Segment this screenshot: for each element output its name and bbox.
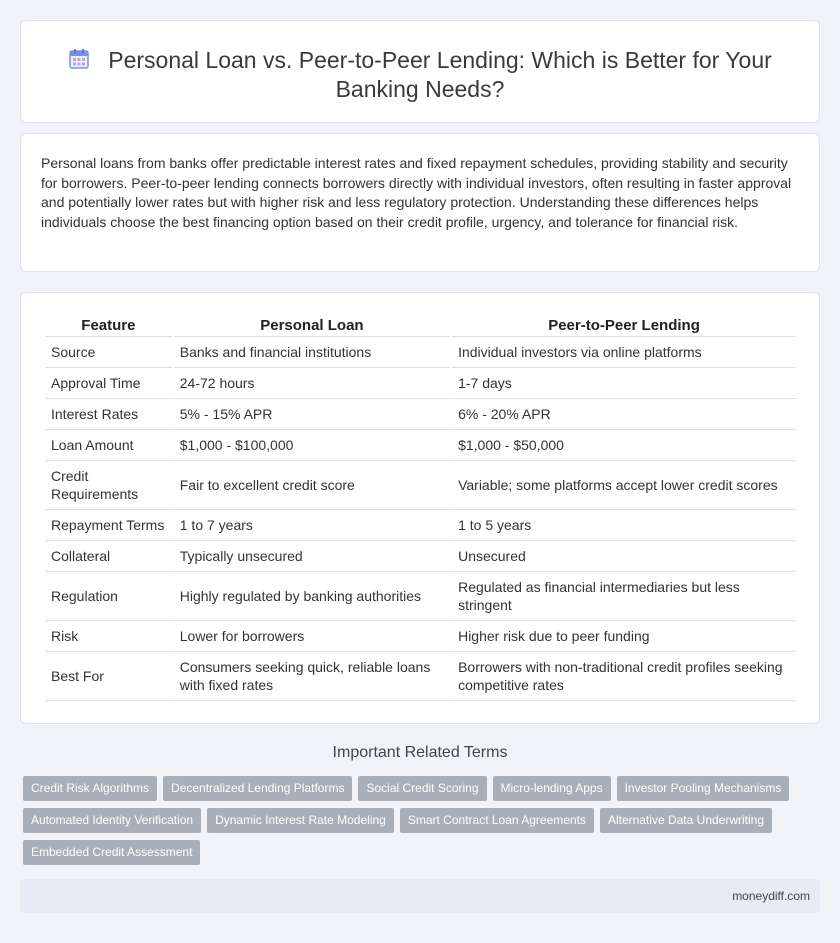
p2p-cell: 1-7 days [452,368,796,399]
footer-site-link[interactable]: moneydiff.com [732,889,810,903]
personal-loan-cell: Fair to excellent credit score [174,461,450,510]
p2p-cell: Unsecured [452,541,796,572]
footer [20,879,820,913]
personal-loan-cell: 5% - 15% APR [174,399,450,430]
p2p-cell: Regulated as financial intermediaries but less stringent [452,572,796,621]
term-tag[interactable]: Credit Risk Algorithms [23,776,157,801]
personal-loan-cell: $1,000 - $100,000 [174,430,450,461]
comparison-table [43,313,798,701]
table-row [45,652,796,701]
p2p-cell: $1,000 - $50,000 [452,430,796,461]
header-feature: Feature [45,313,172,337]
table-row [45,430,796,461]
p2p-cell: 6% - 20% APR [452,399,796,430]
term-tag[interactable]: Micro-lending Apps [493,776,611,801]
header-p2p-lending: Peer-to-Peer Lending [452,313,796,337]
term-tag[interactable]: Automated Identity Verification [23,808,201,833]
personal-loan-cell: 1 to 7 years [174,510,450,541]
personal-loan-cell: Highly regulated by banking authorities [174,572,450,621]
term-tag[interactable]: Decentralized Lending Platforms [163,776,352,801]
personal-loan-cell: 24-72 hours [174,368,450,399]
feature-cell: Loan Amount [45,430,172,461]
feature-cell: Best For [45,652,172,701]
feature-cell: Collateral [45,541,172,572]
table-row [45,399,796,430]
header-personal-loan: Personal Loan [174,313,450,337]
table-row [45,337,796,368]
term-tag[interactable]: Social Credit Scoring [358,776,486,801]
personal-loan-cell: Typically unsecured [174,541,450,572]
term-tag[interactable]: Alternative Data Underwriting [600,808,772,833]
p2p-cell: Higher risk due to peer funding [452,621,796,652]
term-tag[interactable]: Embedded Credit Assessment [23,840,200,865]
table-row [45,572,796,621]
intro-paragraph: Personal loans from banks offer predictable interest rates and fixed repayment schedules, providing stability and security for borrowers. Peer-to-peer lending connects borrowers directly with individual investors, often resulting in faster approval and potentially lower rates but with higher risk and less regulatory protection. Understanding these differences helps individuals choose the best financing option based on their credit profile, urgency, and tolerance for financial risk. [41,155,792,230]
header-card [20,20,820,123]
feature-cell: Repayment Terms [45,510,172,541]
p2p-cell: Individual investors via online platforms [452,337,796,368]
personal-loan-cell: Banks and financial institutions [174,337,450,368]
page-title [61,46,779,104]
table-row [45,461,796,510]
table-row [45,621,796,652]
table-header-row [45,313,796,337]
feature-cell: Source [45,337,172,368]
comparison-card [20,292,820,724]
table-row [45,510,796,541]
table-row [45,368,796,399]
feature-cell: Risk [45,621,172,652]
personal-loan-cell: Lower for borrowers [174,621,450,652]
term-tag[interactable]: Smart Contract Loan Agreements [400,808,594,833]
intro-card [20,133,820,272]
term-tag[interactable]: Dynamic Interest Rate Modeling [207,808,394,833]
calendar-icon [68,48,90,70]
page-title-text: Personal Loan vs. Peer-to-Peer Lending: Which is Better for Your Banking Needs? [108,47,772,102]
term-tag[interactable]: Investor Pooling Mechanisms [617,776,790,801]
related-terms-list [23,776,823,872]
p2p-cell: Variable; some platforms accept lower credit scores [452,461,796,510]
feature-cell: Regulation [45,572,172,621]
feature-cell: Credit Requirements [45,461,172,510]
feature-cell: Interest Rates [45,399,172,430]
feature-cell: Approval Time [45,368,172,399]
table-row [45,541,796,572]
p2p-cell: 1 to 5 years [452,510,796,541]
personal-loan-cell: Consumers seeking quick, reliable loans with fixed rates [174,652,450,701]
related-terms-heading: Important Related Terms [332,744,508,761]
p2p-cell: Borrowers with non-traditional credit profiles seeking competitive rates [452,652,796,701]
